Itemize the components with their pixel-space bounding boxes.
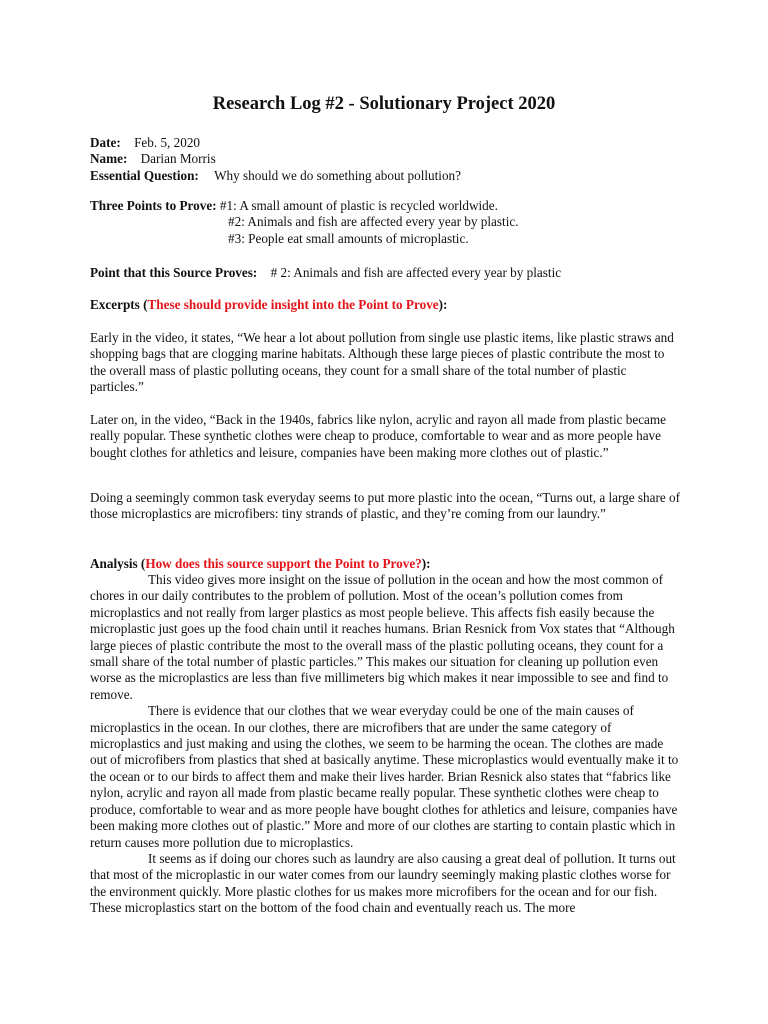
source-point-label: Point that this Source Proves: [90, 265, 258, 280]
point-item-1: #1: A small amount of plastic is recycled worldwide. [219, 198, 498, 213]
date-row [90, 135, 680, 151]
excerpt-paragraph-3: Doing a seemingly common task everyday seems to put more plastic into the ocean, “Turns out, a large share of those microplastics are microfibers: tiny strands of plastic, and they’re coming from our laundry.” [90, 490, 680, 522]
point-row-3 [90, 231, 680, 247]
name-row [90, 151, 680, 167]
point-item-2: #2: Animals and fish are affected every year by plastic. [228, 214, 519, 230]
excerpts-label-end: ): [438, 297, 448, 312]
points-label: Three Points to Prove: [90, 198, 217, 213]
analysis-label-hint: How does this source support the Point to Prove? [145, 556, 422, 571]
analysis-body [90, 572, 680, 917]
analysis-paragraph-3: It seems as if doing our chores such as laundry are also causing a great deal of pollution. It turns out that most of the microplastic in our water comes from our laundry seemingly making plastic clothes worse for the environment quickly. More plastic clothes for us makes more microfibers for the ocean and for our fish. These microplastics start on the bottom of the food chain and eventually reach us. The more [90, 850, 676, 916]
date-label: Date: [90, 135, 121, 150]
analysis-heading [90, 556, 680, 572]
question-row [90, 168, 680, 184]
point-row-2 [90, 214, 680, 230]
excerpts-heading [90, 297, 680, 313]
question-label: Essential Question: [90, 167, 199, 183]
name-label: Name: [90, 151, 128, 167]
name-value: Darian Morris [140, 151, 216, 167]
point-item-3: #3: People eat small amounts of microplastic. [228, 230, 469, 246]
analysis-paragraph-2: There is evidence that our clothes that we wear everyday could be one of the main causes of microplastics in the ocean. In our clothes, there are microfibers that are under the same category of microplastics and just making and using the clothes, we seem to be harming the ocean. The clothes are made out of microfibers from plastics that shed at basically anytime. These microplastics would eventually make it to the ocean or to our birds to affect them and make their lives harder. Brian Resnick also states that “fabrics like nylon, acrylic and rayon all made from plastic became really popular. These synthetic clothes were cheap to produce, comfortable to wear and as more people have bought clothes for athletics and leisure, companies have been making more clothes out of plastic.” More and more of our clothes are starting to contain plastic which in return causes more pollution due to microplastics. [90, 703, 679, 850]
analysis-label-end: ): [421, 556, 431, 571]
excerpts-label-hint: These should provide insight into the Point to Prove [147, 297, 439, 312]
question-value: Why should we do something about pollution? [214, 167, 461, 183]
analysis-paragraph-1: This video gives more insight on the issue of pollution in the ocean and how the most common of chores in our daily contributes to the problem of pollution. Most of the ocean’s pollution comes from microplastics and not really from larger plastics as most people believe. This affects fish easily because the microplastic just goes up the food chain until it reaches humans. Brian Resnick from Vox states that “Although large pieces of plastic contribute the most to the overall mass of the plastic polluting oceans, they count for a small share of the total number of plastic particles.” This makes our situation for cleaning up pollution even worse as the microplastics are less than five millimeters big which makes it near impossible to see and find to remove. [90, 572, 675, 702]
header-fields [90, 135, 680, 184]
date-value: Feb. 5, 2020 [134, 135, 200, 150]
source-point-value: # 2: Animals and fish are affected every year by plastic [270, 265, 562, 280]
source-point-row [90, 265, 680, 281]
excerpt-paragraph-2: Later on, in the video, “Back in the 1940s, fabrics like nylon, acrylic and rayon all made from plastic became really popular. These synthetic clothes were cheap to produce, comfortable to wear and as more people have bought clothes for athletics and leisure, companies have been making more clothes out of plastic.” [90, 412, 667, 460]
excerpt-paragraph-1: Early in the video, it states, “We hear a lot about pollution from single use plastic items, like plastic straws and shopping bags that are clogging marine habitats. Although these large pieces of plastic contribute the most to the overall mass of plastic polluting oceans, they count for a small share of the total number of plastic particles.” [90, 330, 674, 395]
point-row-1 [90, 198, 680, 214]
excerpts-label-start: Excerpts ( [90, 297, 148, 312]
analysis-label-start: Analysis ( [90, 556, 146, 571]
points-block [90, 198, 680, 247]
page-title: Research Log #2 - Solutionary Project 2020 [212, 94, 556, 114]
